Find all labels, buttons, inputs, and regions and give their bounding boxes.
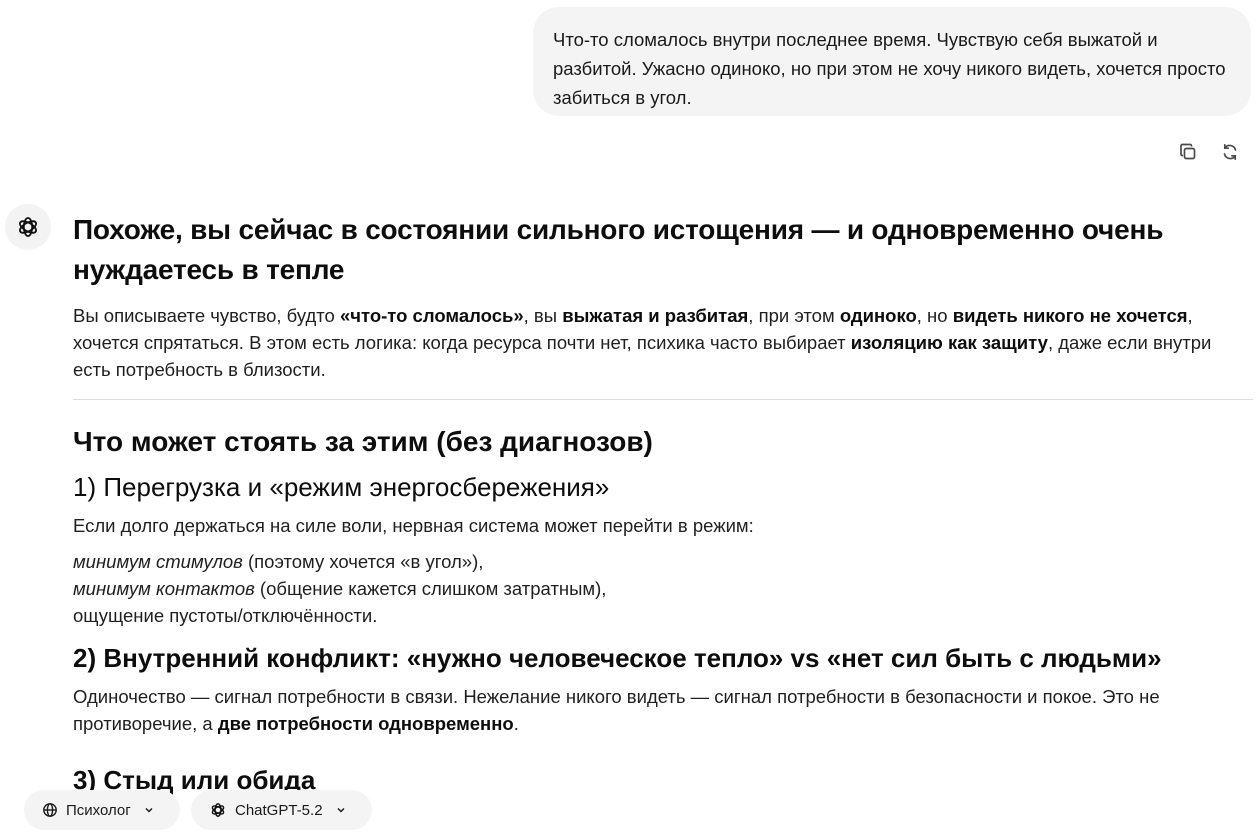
list-item: ощущение пустоты/отключённости. (73, 605, 378, 626)
persona-selector[interactable] (24, 790, 180, 830)
model-label: ChatGPT-5.2 (235, 801, 323, 819)
user-message-bubble (533, 7, 1251, 116)
section-divider (73, 399, 1253, 400)
openai-logo-icon (15, 214, 41, 240)
chevron-down-icon (143, 804, 155, 816)
globe-icon (42, 802, 58, 818)
answer-intro: Вы описываете чувство, будто «что-то сломалось», вы выжатая и разбитая, при этом одиноко, но видеть никого не хочется, хочется спрятаться. В этом есть логика: когда ресурса почти нет, психика часто выбирает изоляцию как защиту, даже если внутри есть потребность в близости. (73, 305, 1212, 380)
regenerate-button[interactable] (1218, 140, 1242, 164)
section-title: Что может стоять за этим (без диагнозов) (73, 426, 653, 457)
subsection-2-text: Одиночество — сигнал потребности в связи. Нежелание никого видеть — сигнал потребности в безопасности и покое. Это не противоречие, а две потребности одновременно. (73, 686, 1160, 734)
persona-label: Психолог (66, 801, 131, 819)
list-item: минимум стимулов (поэтому хочется «в угол»), (73, 551, 484, 572)
subsection-1-lead: Если долго держаться на силе воли, нервная система может перейти в режим: (73, 515, 754, 536)
openai-logo-icon (209, 801, 227, 819)
assistant-answer (73, 210, 1253, 737)
subsection-3-title (73, 761, 315, 773)
chevron-down-icon (335, 804, 347, 816)
assistant-avatar (5, 204, 51, 250)
model-selector[interactable] (191, 790, 372, 830)
subsection-1-title: 1) Перегрузка и «режим энергосбережения» (73, 472, 610, 502)
subsection-1-list (73, 548, 1253, 629)
user-message-text: Что-то сломалось внутри последнее время. Чувствую себя выжатой и разбитой. Ужасно одиноко, но при этом не хочу никого видеть, хочется просто забиться в угол. (553, 29, 1226, 108)
message-actions (1176, 140, 1242, 164)
refresh-icon (1220, 142, 1240, 162)
subsection-2-title: 2) Внутренний конфликт: «нужно человеческое тепло» vs «нет сил быть с людьми» (73, 643, 1162, 673)
list-item: минимум контактов (общение кажется слишком затратным), (73, 578, 607, 599)
copy-button[interactable] (1176, 140, 1200, 164)
answer-heading: Похоже, вы сейчас в состоянии сильного истощения — и одновременно очень нуждаетесь в тепле (73, 214, 1164, 285)
copy-icon (1178, 142, 1198, 162)
